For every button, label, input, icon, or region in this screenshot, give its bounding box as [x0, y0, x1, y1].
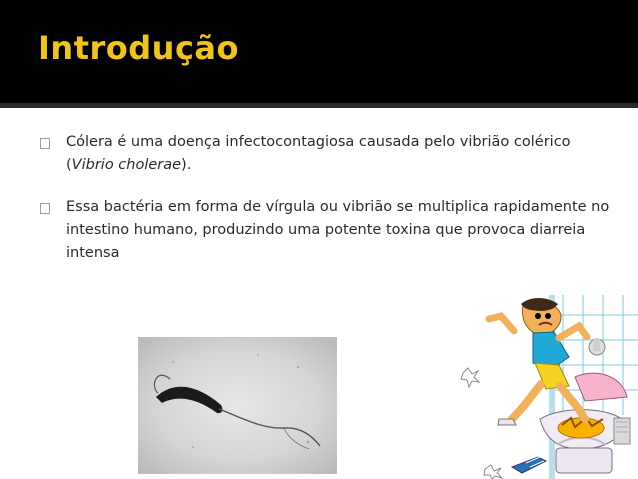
slide-title: Introdução — [38, 29, 239, 67]
bullet-text-part: ). — [181, 157, 192, 173]
bullet-item-bacterium-description — [40, 196, 610, 265]
bullet-box-icon — [40, 203, 50, 214]
bacterium-micrograph — [138, 337, 337, 474]
bullet-box-icon — [40, 138, 50, 149]
scientific-name: Vibrio cholerae — [71, 157, 182, 173]
title-divider — [0, 103, 638, 108]
sick-person-toilet-cartoon — [457, 295, 638, 479]
bullet-text-part: Cólera é uma doença infectocontagiosa causada pelo vibrião colérico ( — [66, 134, 571, 173]
bullet-item-cholera-definition — [40, 131, 610, 177]
bullet-text: Essa bactéria em forma de vírgula ou vibrião se multiplica rapidamente no intestino humano, produzindo uma potente toxina que provoca diarreia intensa — [66, 199, 610, 261]
bullet-list — [40, 131, 610, 284]
title-bar — [0, 0, 638, 103]
